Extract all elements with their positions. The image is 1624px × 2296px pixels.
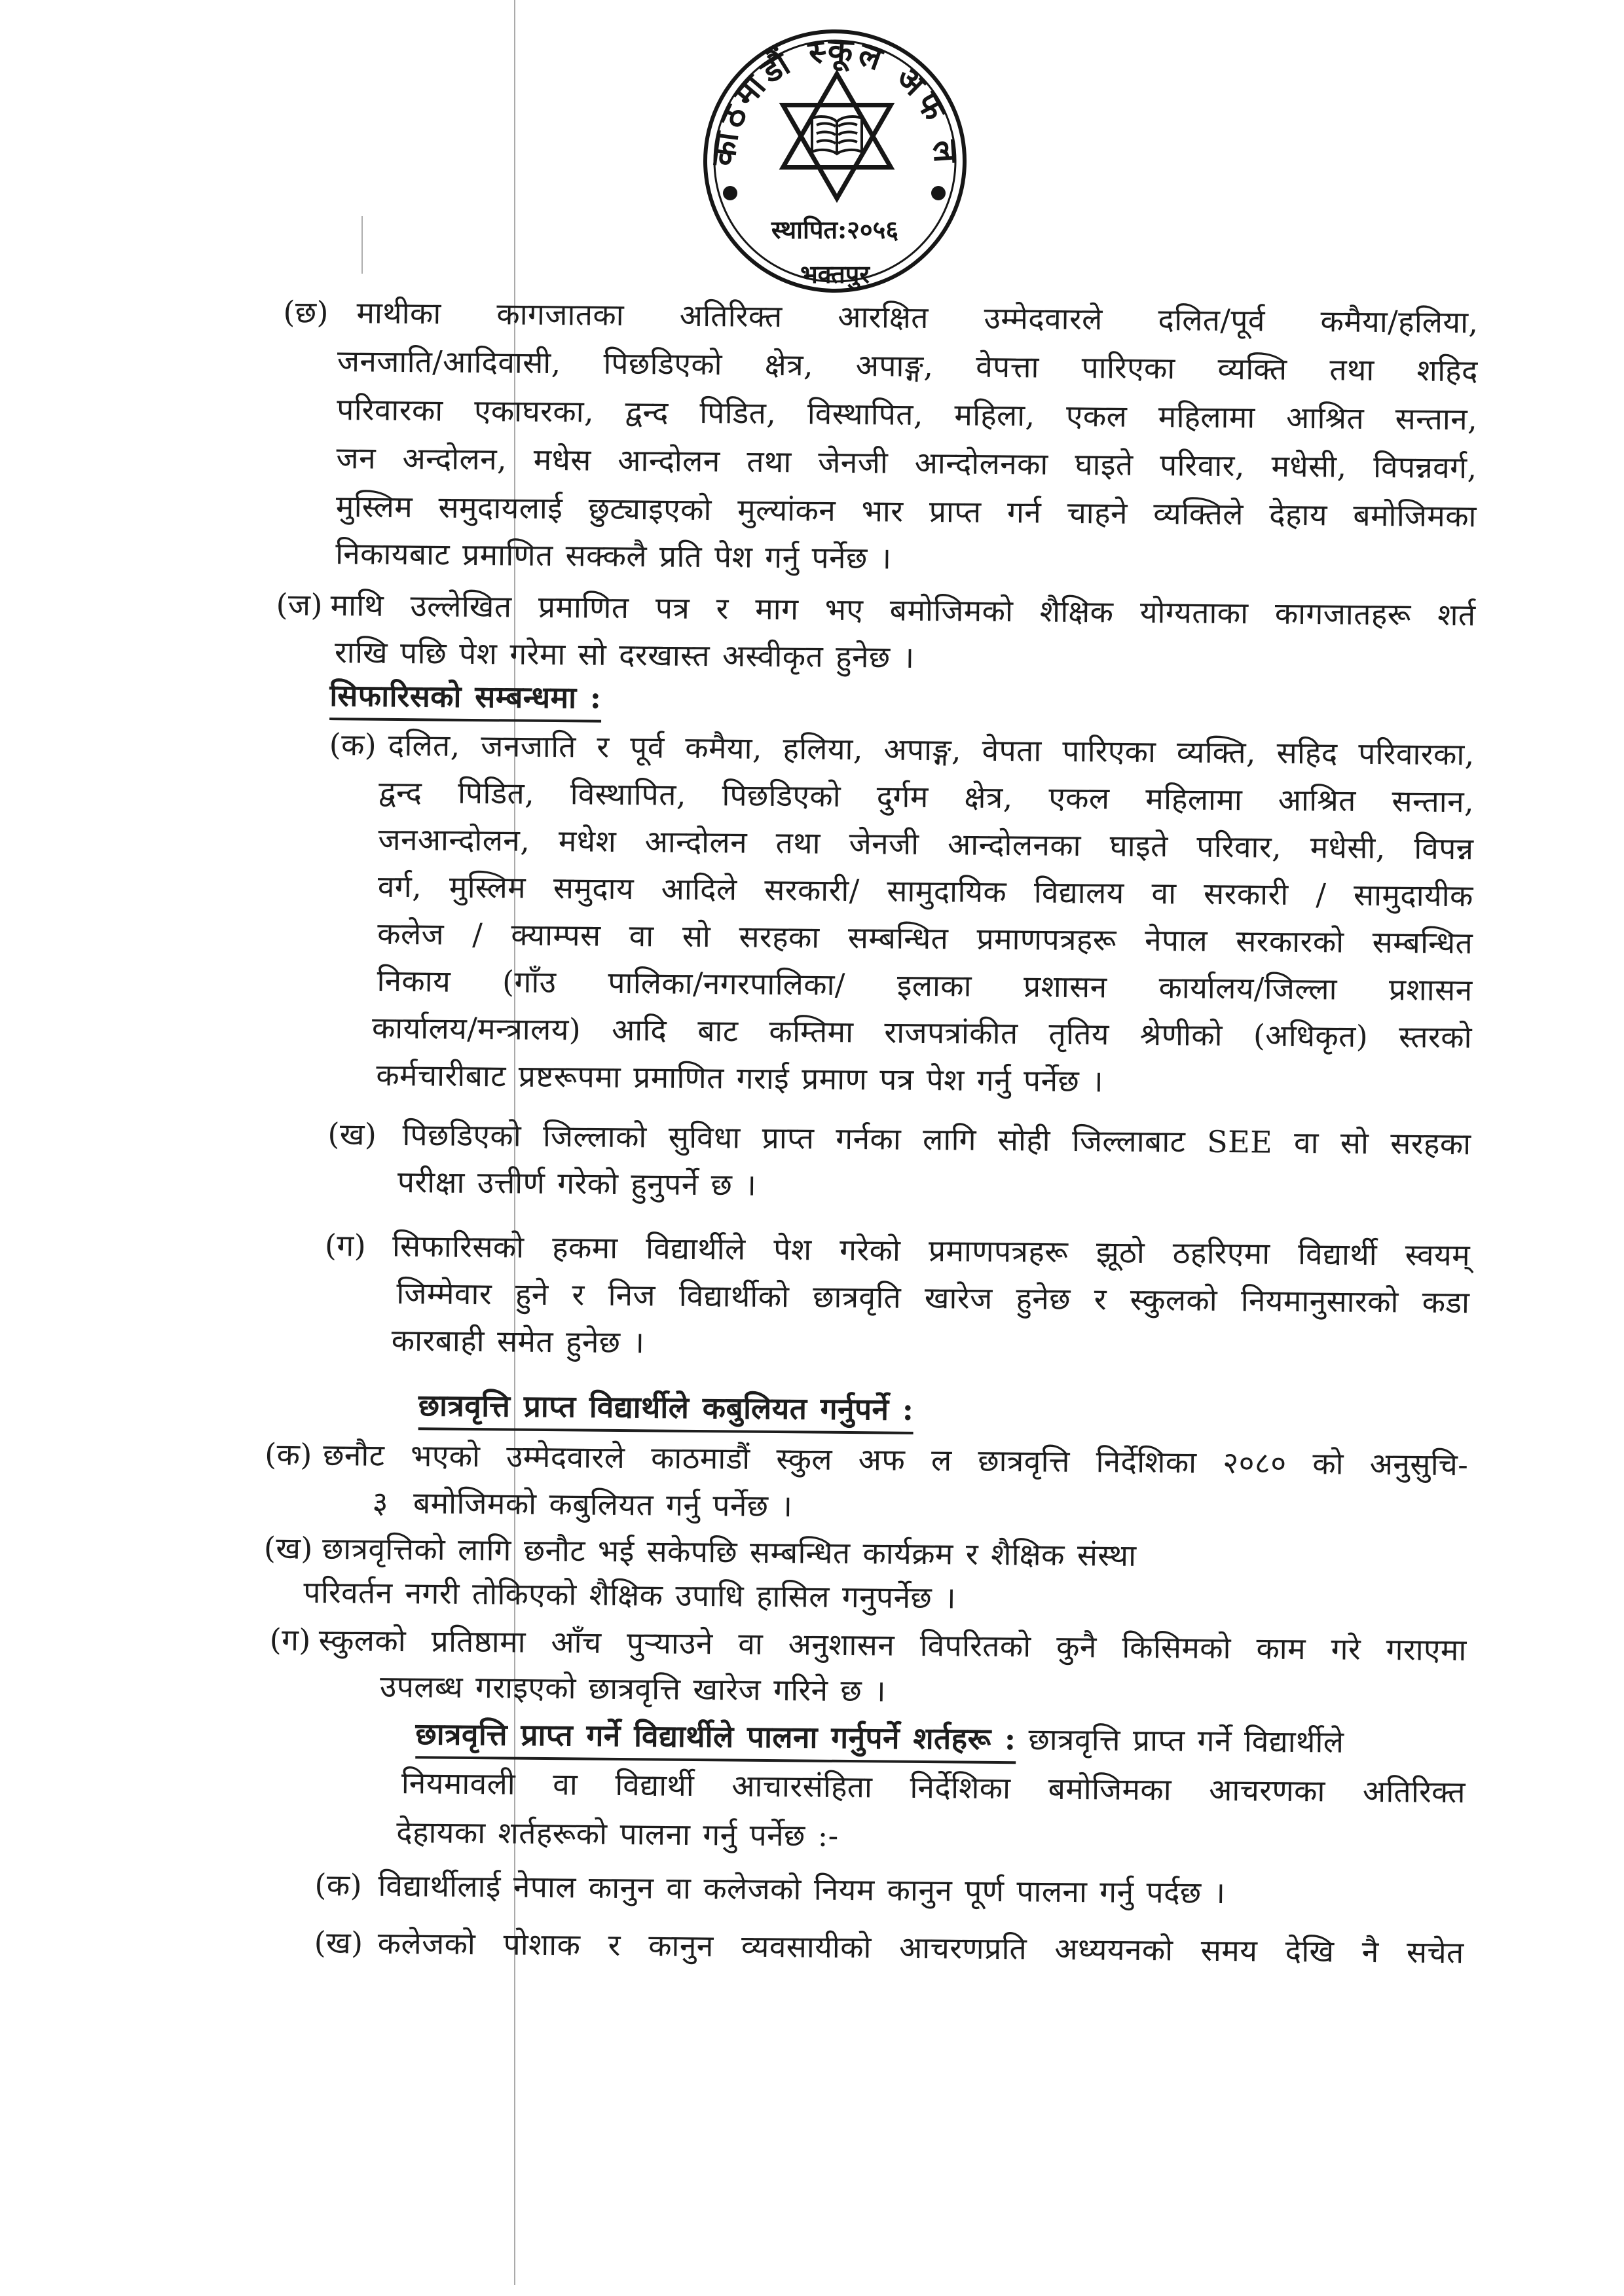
item-marker: (क) — [265, 1436, 312, 1472]
doc-line: द्वन्द पिडित, विस्थापित, पिछडिएको दुर्गम क्षेत्र, एकल महिलामा आश्रित सन्तान, — [378, 774, 1475, 820]
doc-line: जन अन्दोलन, मधेस आन्दोलन तथा जेनजी आन्दोलनका घाइते परिवार, मधेसी, विपन्नवर्ग, — [336, 440, 1477, 486]
section-heading-conditions: छात्रवृत्ति प्राप्त गर्ने विद्यार्थीले पालना गर्नुपर्ने शर्तहरू : — [415, 1716, 1016, 1764]
conditions-heading-tail: छात्रवृत्ति प्राप्त गर्ने विद्यार्थीले — [1028, 1721, 1344, 1760]
doc-line: माथीका कागजातका अतिरिक्त आरक्षित उम्मेदवारले दलित/पूर्व कमैया/हलिया, — [356, 295, 1479, 340]
doc-line: ३ बमोजिमको कबुलियत गर्नु पर्नेछ । — [372, 1484, 793, 1524]
doc-line: परीक्षा उत्तीर्ण गरेको हुनुपर्ने छ । — [397, 1163, 757, 1203]
doc-line: परिवारका एकाघरका, द्वन्द पिडित, विस्थापित, महिला, एकल महिलामा आश्रित सन्तान, — [336, 392, 1478, 437]
doc-line: पिछडिएको जिल्लाको सुविधा प्राप्त गर्नका लागि सोही जिल्लाबाट SEE वा सो सरहका — [402, 1117, 1471, 1162]
doc-line: जनजाति/आदिवासी, पिछडिएको क्षेत्र, अपाङ्ग, वेपत्ता पारिएका व्यक्ति तथा शहिद — [337, 343, 1479, 389]
item-marker: (ग) — [324, 1228, 367, 1264]
seal-established-text: स्थापित:२०५६ — [771, 215, 899, 244]
doc-line: छात्रवृत्तिको लागि छनौट भई सकेपछि सम्बन्धित कार्यक्रम र शैक्षिक संस्था — [322, 1531, 1137, 1573]
doc-line: कारबाही समेत हुनेछ । — [391, 1322, 645, 1360]
doc-line: सिफारिसको हकमा विद्यार्थीले पेश गरेको प्रमाणपत्रहरू झूठो ठहरिएमा विद्यार्थी स्वयम् — [392, 1228, 1471, 1273]
doc-line: कर्मचारीबाट प्रष्टरूपमा प्रमाणित गराई प्रमाण पत्र पेश गर्नु पर्नेछ । — [376, 1057, 1104, 1099]
section-heading-pledge: छात्रवृत्ति प्राप्त विद्यार्थीले कबुलियत गर्नुपर्ने : — [418, 1387, 914, 1434]
item-marker: (ज) — [276, 587, 323, 623]
doc-line: कार्यालय/मन्त्रालय) आदि बाट कम्तिमा राजपत्रांकीत तृतिय श्रेणीको (अधिकृत) स्तरको — [371, 1010, 1473, 1055]
doc-line: देहायका शर्तहरूको पालना गर्नु पर्नेछ :- — [396, 1814, 839, 1853]
seal-arc-text: काठमाडौं स्कूल अफ ल — [703, 30, 966, 168]
item-marker: (ख) — [263, 1530, 313, 1566]
doc-line: दलित, जनजाति र पूर्व कमैया, हलिया, अपाङ्ग, वेपता पारिएका व्यक्ति, सहिद परिवारका, — [388, 727, 1475, 773]
doc-line: निकायबाट प्रमाणित सक्कलै प्रति पेश गर्नु पर्नेछ । — [335, 536, 892, 576]
doc-line: परिवर्तन नगरी तोकिएको शैक्षिक उपाधि हासिल गनुपर्नेछ । — [303, 1574, 957, 1616]
doc-line: वर्ग, मुस्लिम समुदाय आदिले सरकारी/ सामुदायिक विद्यालय वा सरकारी / सामुदायीक — [377, 868, 1474, 914]
doc-line: छनौट भएको उम्मेदवारले काठमाडौं स्कुल अफ ल छात्रवृत्ति निर्देशिका २०८० को अनुसुचि- — [323, 1437, 1469, 1483]
doc-line: उपलब्ध गराइएको छात्रवृत्ति खारेज गरिने छ । — [379, 1668, 887, 1709]
doc-line: राखि पछि पेश गरेमा सो दरखास्त अस्वीकृत हुनेछ । — [334, 634, 915, 675]
item-marker: (क) — [314, 1867, 363, 1903]
item-marker: (ख) — [327, 1116, 377, 1152]
item-marker: (क) — [329, 727, 377, 763]
doc-line: कलेजको पोशाक र कानुन व्यवसायीको आचरणप्रति अध्ययनको समय देखि नै सचेत — [377, 1925, 1464, 1971]
doc-line: माथि उल्लेखित प्रमाणित पत्र र माग भए बमोजिमको शैक्षिक योग्यताका कागजातहरू शर्त — [330, 587, 1476, 633]
doc-line: स्कुलको प्रतिष्ठामा आँच पुऱ्याउने वा अनुशासन विपरितको कुनै किसिमको काम गरे गराएमा — [318, 1622, 1467, 1668]
item-marker: (छ) — [283, 294, 329, 331]
doc-line: निकाय (गाँउ पालिका/नगरपालिका/ इलाका प्रशासन कार्यालय/जिल्ला प्रशासन — [377, 962, 1473, 1008]
doc-line: विद्यार्थीलाई नेपाल कानुन वा कलेजको नियम कानुन पूर्ण पालना गर्नु पर्दछ । — [378, 1867, 1226, 1911]
doc-line: जिम्मेवार हुने र निज विद्यार्थीको छात्रवृति खारेज हुनेछ र स्कुलको नियमानुसारको कडा — [396, 1275, 1470, 1321]
item-marker: (ख) — [314, 1924, 363, 1961]
doc-line: जनआन्दोलन, मधेश आन्दोलन तथा जेनजी आन्दोलनका घाइते परिवार, मधेसी, विपन्न — [378, 821, 1474, 867]
doc-line: नियमावली वा विद्यार्थी आचारसंहिता निर्देशिका बमोजिमका आचरणका अतिरिक्त — [401, 1765, 1466, 1810]
conditions-intro-line — [415, 1716, 1344, 1760]
doc-line: मुस्लिम समुदायलाई छुट्याइएको मुल्यांकन भार प्राप्त गर्न चाहने व्यक्तिले देहाय बमोजिमका — [335, 488, 1477, 534]
section-heading-recommendation: सिफारिसको सम्बन्धमा : — [329, 678, 601, 723]
doc-line: कलेज / क्याम्पस वा सो सरहका सम्बन्धित प्रमाणपत्रहरू नेपाल सरकारको सम्बन्धित — [377, 915, 1473, 961]
item-marker: (ग) — [269, 1622, 312, 1658]
seal-place-text: भक्तपुर — [800, 259, 870, 289]
